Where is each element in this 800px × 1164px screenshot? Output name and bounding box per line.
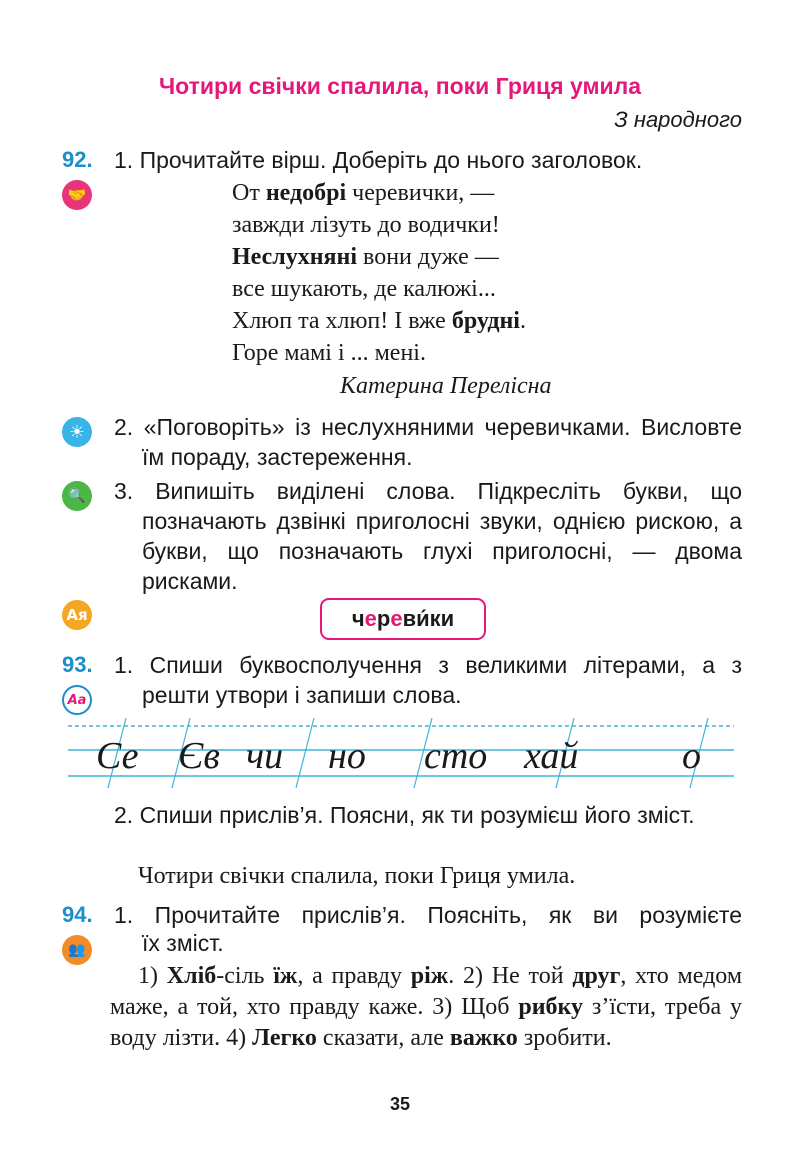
exercise-92-task2: 2. «Поговоріть» із неслухняними черевичками. Висловте їм пораду, застереження. <box>114 414 742 470</box>
page-title: Чотири свічки спалила, поки Гриця умила <box>158 73 642 99</box>
poem-line: От недобрі черевички, — <box>232 180 495 206</box>
poem-line: Хлюп та хлюп! І вже брудні. <box>232 308 526 334</box>
sun-icon: ☀ <box>62 417 92 447</box>
exercise-92-task1: 1. Прочитайте вірш. Доберіть до нього заголовок. <box>114 147 643 173</box>
poem-line: все шукають, де калюжі... <box>232 276 496 302</box>
poem-line: завжди лізуть до водички! <box>232 212 500 238</box>
cursive-syllable: хай <box>524 735 579 777</box>
exercise-93-task2: 2. Спиши прислів’я. Поясни, як ти розумієш його зміст. <box>114 802 695 828</box>
exercise-92-task3: 3. Випишіть виділені слова. Підкресліть букви, що позначають дзвінкі приголосні звуки, однією рискою, а букви, що позначають глухі приголосні, — двома рисками. <box>114 478 742 594</box>
poem-author: Катерина Перелісна <box>340 373 552 399</box>
poem-line: Горе мамі і ... мені. <box>232 340 426 366</box>
magnifier-icon: 🔍 <box>62 481 92 511</box>
handshake-icon: 🤝 <box>62 180 92 210</box>
cursive-syllable: о <box>682 735 701 777</box>
proverb: Чотири свічки спалила, поки Гриця умила. <box>138 863 576 889</box>
title-source: З народного <box>614 107 742 132</box>
handwriting-icon: Аа <box>62 685 92 715</box>
proverbs-paragraph: 1) Хліб-сіль їж, а правду ріж. 2) Не той друг, хто медом маже, а той, хто правду каже. 3) Щоб рибку з’їсти, треба у воду лізти. 4) Легко сказати, але важко зробити. <box>110 963 743 1051</box>
cursive-syllable: но <box>328 735 366 777</box>
cursive-syllable: Се <box>96 735 139 777</box>
cursive-syllable: сто <box>424 735 488 777</box>
word-box: ч е р е ви́ ки <box>320 598 486 640</box>
cursive-syllable: Єв <box>178 735 220 777</box>
exercise-92-number: 92. <box>62 147 93 172</box>
page-number: 35 <box>389 1094 411 1114</box>
letters-icon: Ая <box>62 600 92 630</box>
exercise-94-task1-line1: 1. Прочитайте прислів’я. Поясніть, як ви розумієте <box>114 902 742 928</box>
exercise-94-task1-line2: їх зміст. <box>142 930 224 956</box>
exercise-93-number: 93. <box>62 652 93 677</box>
poem-line: Неслухняні вони дуже — <box>232 244 499 270</box>
exercise-93-task1: 1. Спиши буквосполучення з великими літерами, а з решти утвори і запиши слова. <box>114 652 742 708</box>
cursive-syllable: чи <box>246 735 284 777</box>
group-icon: 👥 <box>62 935 92 965</box>
exercise-94-number: 94. <box>62 902 93 927</box>
